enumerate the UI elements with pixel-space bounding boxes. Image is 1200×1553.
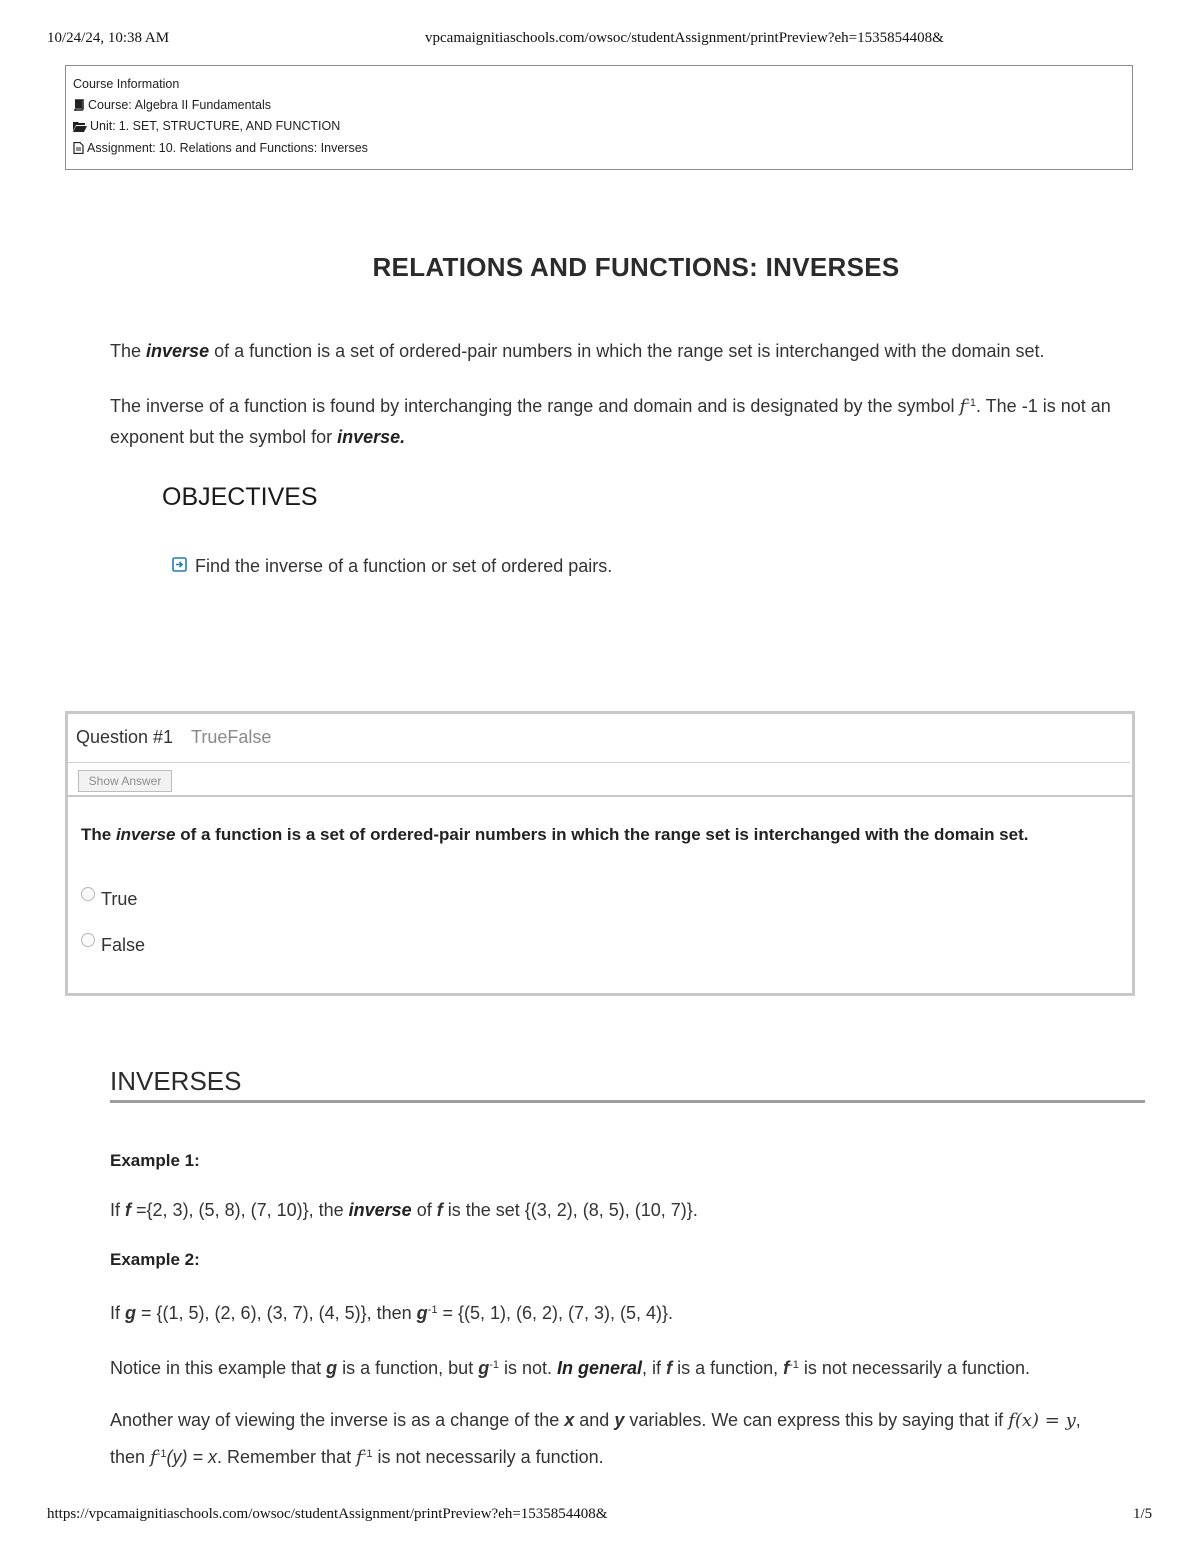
notice-paragraph: Notice in this example that g is a function, but $g^{-1}$ is not. In general, if f is a function, $f^{-1}$ is not necessarily a function. — [110, 1358, 1031, 1378]
emphasis-inverse: inverse. — [337, 427, 406, 447]
assignment-value: 10. Relations and Functions: Inverses — [158, 141, 368, 155]
section-title: INVERSES — [110, 1066, 242, 1096]
radio-true[interactable] — [81, 887, 95, 901]
question-box — [65, 711, 1135, 996]
question-text: The inverse of a function is a set of ordered-pair numbers in which the range set is interchanged with the domain set. — [81, 825, 1029, 844]
another-paragraph: Another way of viewing the inverse is as a change of the x and y variables. We can express this by saying that if f(x) = y, then $f^{-1}(y) = x$. Remember that $f^{-1}$ is not necessarily a function. — [110, 1410, 1081, 1468]
print-page-number: 1/5 — [1133, 1506, 1153, 1522]
example-1-text: If f ={2, 3), (5, 8), (7, 10)}, the inverse of f is the set {(3, 2), (8, 5), (10, 7)}. — [110, 1200, 698, 1220]
assignment-line — [73, 141, 368, 155]
objective-item — [172, 556, 612, 577]
page-title: RELATIONS AND FUNCTIONS: INVERSES — [372, 252, 900, 282]
example-1-label: Example 1: — [110, 1151, 200, 1170]
emphasis-inverse: inverse — [146, 341, 210, 361]
objectives-title: OBJECTIVES — [162, 483, 318, 511]
course-label: Course: — [88, 98, 132, 112]
section-divider — [110, 1100, 1145, 1103]
unit-label: Unit: — [90, 119, 116, 133]
question-header — [68, 714, 1130, 763]
unit-line — [73, 119, 340, 133]
question-number: Question #1 — [76, 727, 174, 747]
course-info-heading: Course Information — [73, 77, 180, 91]
file-icon — [73, 142, 84, 154]
arrow-right-square-icon — [172, 556, 187, 577]
assignment-label: Assignment: — [87, 141, 156, 155]
print-url-header: vpcamaignitiaschools.com/owsoc/studentAssignment/printPreview?eh=1535854408& — [425, 30, 944, 46]
option-false-label: False — [101, 935, 146, 955]
example-2-text: If g = {(1, 5), (2, 6), (3, 7), (4, 5)}, then $g^{-1} = \{(5$, 1), (6, 2), (7, 3), (5, 4)}. — [110, 1303, 674, 1323]
intro-paragraph-1: The inverse of a function is a set of ordered-pair numbers in which the range set is interchanged with the domain set. — [110, 341, 1045, 361]
option-true-label: True — [101, 889, 138, 909]
print-datetime: 10/24/24, 10:38 AM — [47, 30, 170, 46]
intro-paragraph-2: The inverse of a function is found by interchanging the range and domain and is designated by the symbol $f^{-1}$. The -1 is not an exponent but the symbol for inverse. — [110, 396, 1111, 447]
objective-text: Find the inverse of a function or set of ordered pairs. — [195, 556, 613, 576]
show-answer-button[interactable]: Show Answer — [78, 770, 172, 792]
course-value: Algebra II Fundamentals — [134, 98, 271, 112]
course-info-box — [65, 65, 1133, 170]
question-toolbar — [68, 763, 1132, 797]
radio-false[interactable] — [81, 933, 95, 947]
unit-value: 1. SET, STRUCTURE, AND FUNCTION — [118, 119, 341, 133]
book-icon — [73, 99, 85, 111]
course-line — [73, 98, 271, 112]
example-2-label: Example 2: — [110, 1250, 200, 1269]
question-type: TrueFalse — [191, 727, 272, 747]
folder-open-icon — [73, 121, 87, 132]
f-symbol: f — [959, 396, 967, 417]
print-url-footer: https://vpcamaignitiaschools.com/owsoc/studentAssignment/printPreview?eh=1535854408& — [47, 1506, 608, 1522]
option-false[interactable] — [81, 935, 145, 956]
option-true[interactable] — [81, 889, 137, 910]
